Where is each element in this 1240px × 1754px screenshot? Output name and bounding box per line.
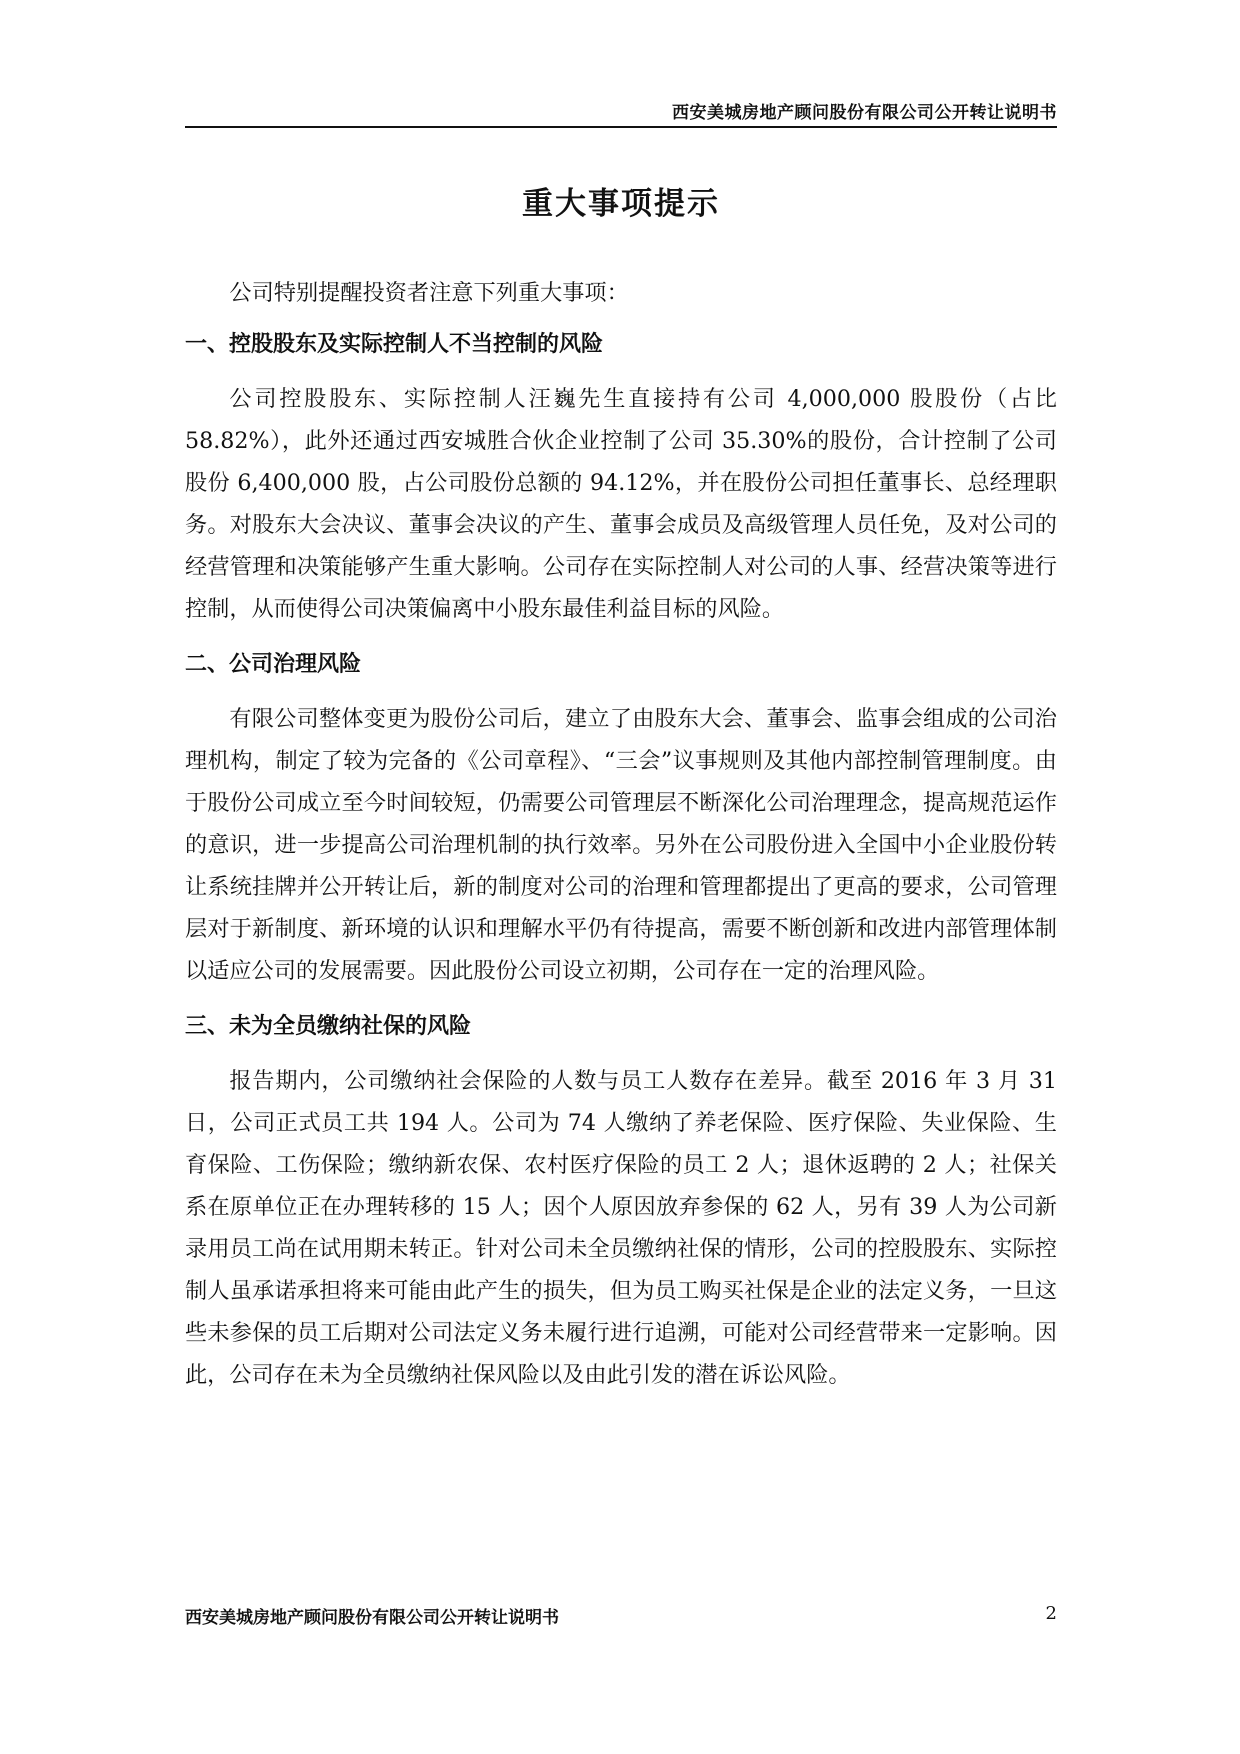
page-footer (185, 1603, 1057, 1628)
section-heading-3: 三、未为全员缴纳社保的风险 (185, 1014, 472, 1039)
footer-title: 西安美城房地产顾问股份有限公司公开转让说明书 (185, 1608, 559, 1628)
intro-paragraph: 公司特别提醒投资者注意下列重大事项： (229, 280, 629, 306)
section-heading-1: 一、控股股东及实际控制人不当控制的风险 (185, 332, 604, 357)
page-title: 重大事项提示 (522, 186, 720, 222)
page-header: 西安美城房地产顾问股份有限公司公开转让说明书 (672, 103, 1057, 123)
page-number: 2 (1045, 1603, 1057, 1624)
header-divider (185, 126, 1057, 128)
section-body-2: 有限公司整体变更为股份公司后，建立了由股东大会、董事会、监事会组成的公司治理机构，制定了较为完备的《公司章程》、“三会”议事规则及其他内部控制管理制度。由于股份公司成立至今时间较短，仍需要公司管理层不断深化公司治理理念，提高规范运作的意识，进一步提高公司治理机制的执行效率。另外在公司股份进入全国中小企业股份转让系统挂牌并公开转让后，新的制度对公司的治理和管理都提出了更高的要求，公司管理层对于新制度、新环境的认识和理解水平仍有待提高，需要不断创新和改进内部管理体制以适应公司的发展需要。因此股份公司设立初期，公司存在一定的治理风险。 (185, 706, 1057, 984)
section-body-3: 报告期内，公司缴纳社会保险的人数与员工人数存在差异。截至 2016 年 3 月 31 日，公司正式员工共 194 人。公司为 74 人缴纳了养老保险、医疗保险、失业保险、生育保险、工伤保险；缴纳新农保、农村医疗保险的员工 2 人；退休返聘的 2 人；社保关系在原单位正在办理转移的 15 人；因个人原因放弃参保的 62 人，另有 39 人为公司新录用员工尚在试用期未转正。针对公司未全员缴纳社保的情形，公司的控股股东、实际控制人虽承诺承担将来可能由此产生的损失，但为员工购买社保是企业的法定义务，一旦这些未参保的员工后期对公司法定义务未履行进行追溯，可能对公司经营带来一定影响。因此，公司存在未为全员缴纳社保风险以及由此引发的潜在诉讼风险。 (185, 1068, 1057, 1388)
section-heading-2: 二、公司治理风险 (185, 652, 362, 677)
section-body-1: 公司控股股东、实际控制人汪巍先生直接持有公司 4,000,000 股股份（占比 58.82%），此外还通过西安城胜合伙企业控制了公司 35.30%的股份，合计控制了公司股份 6,400,000 股，占公司股份总额的 94.12%，并在股份公司担任董事长、总经理职务。对股东大会决议、董事会决议的产生、董事会成员及高级管理人员任免，及对公司的经营管理和决策能够产生重大影响。公司存在实际控制人对公司的人事、经营决策等进行控制，从而使得公司决策偏离中小股东最佳利益目标的风险。 (185, 386, 1057, 622)
document-body (185, 272, 1057, 1396)
